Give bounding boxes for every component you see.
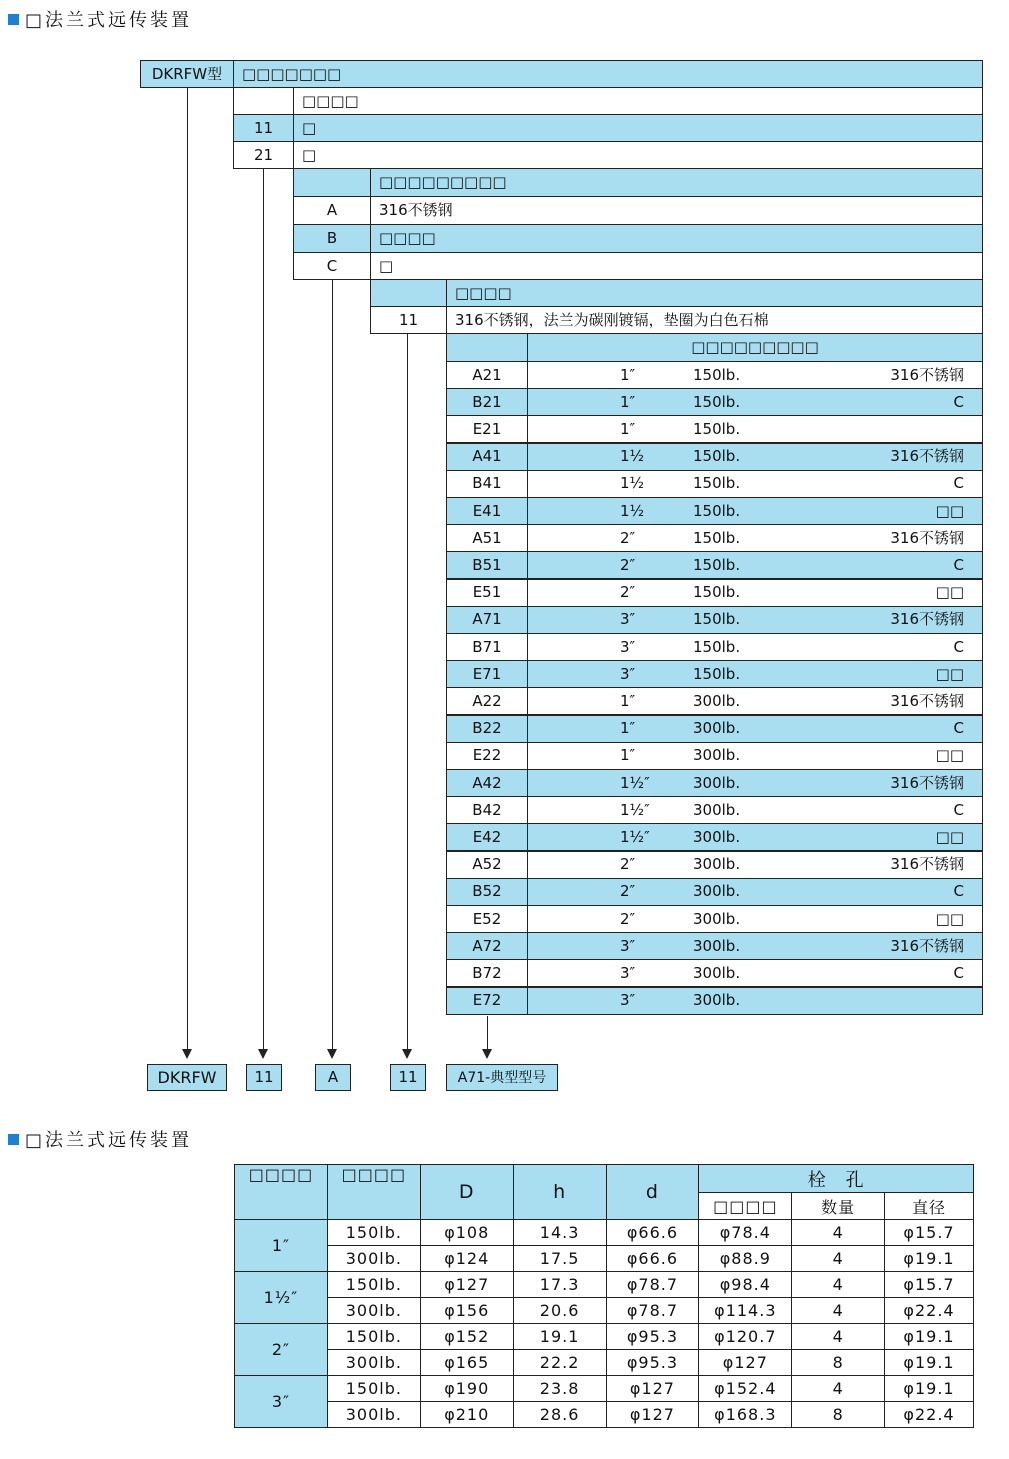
l2-desc: 316不锈钢 [370,196,983,225]
connector-line [187,88,188,1050]
outer-diameter-cell: φ127 [420,1272,513,1298]
variant-material: C [953,637,964,656]
table-row [235,1376,974,1402]
variant-size: 2″ [620,528,636,547]
thickness-cell: 14.3 [513,1220,606,1246]
variant-code: E72 [446,987,528,1015]
bolt-count-cell: 4 [792,1376,885,1402]
variant-spec [527,443,983,471]
header-hole-diameter: 直径 [885,1193,974,1220]
section-title-2: □法兰式远传装置 [8,1126,192,1150]
bolt-count-cell: 4 [792,1246,885,1272]
variant-pressure: 300lb. [693,746,741,765]
l1-code: 21 [233,141,294,169]
outer-diameter-cell: φ108 [420,1220,513,1246]
variant-size: 2″ [620,583,636,602]
variant-pressure: 150lb. [693,392,741,411]
size-cell: 2″ [235,1324,328,1376]
header-pressure: □□□□ [327,1165,420,1220]
variant-material: C [953,392,964,411]
variant-material: □□ [935,583,964,602]
variant-size: 3″ [620,664,636,683]
variant-material: 316不锈钢 [890,936,964,955]
bolt-circle-cell: φ78.4 [699,1220,792,1246]
face-diameter-cell: φ127 [606,1376,699,1402]
face-diameter-cell: φ95.3 [606,1350,699,1376]
variant-material: 316不锈钢 [890,365,964,384]
result-code: 11 [246,1064,282,1091]
variant-size: 1½ [620,447,645,466]
l3-code: 11 [370,306,447,334]
variant-code: A51 [446,524,528,552]
variant-spec [527,470,983,498]
variant-spec [527,715,983,743]
blue-square-icon [8,14,19,25]
thickness-cell: 28.6 [513,1402,606,1428]
bolt-count-cell: 4 [792,1220,885,1246]
variant-spec [527,551,983,579]
variant-spec [527,524,983,552]
header-d: d [606,1165,699,1220]
variant-code: E52 [446,905,528,933]
variant-code: A42 [446,769,528,797]
outer-diameter-cell: φ152 [420,1324,513,1350]
arrow-down-icon [482,1049,492,1059]
variant-spec [527,579,983,607]
variant-size: 1″ [620,719,636,738]
variant-size: 1½ [620,474,645,493]
variant-size: 3″ [620,963,636,982]
l2-header-code [293,168,371,197]
l4-header: □□□□□□□□□ [527,333,983,362]
variant-pressure: 300lb. [693,963,741,982]
arrow-down-icon [402,1049,412,1059]
section-title-1: □法兰式远传装置 [8,6,192,30]
variant-spec [527,633,983,661]
variant-code: A41 [446,443,528,471]
variant-code: A52 [446,851,528,879]
variant-code: B41 [446,470,528,498]
l1-desc: □ [293,114,983,142]
pressure-cell: 150lb. [327,1272,420,1298]
header-bolt-circle: □□□□ [699,1193,792,1220]
result-code: A [315,1064,351,1091]
pressure-cell: 150lb. [327,1376,420,1402]
thickness-cell: 19.1 [513,1324,606,1350]
variant-spec [527,851,983,879]
variant-code: B51 [446,551,528,579]
l2-code: B [293,224,371,253]
l4-header-code [446,333,528,362]
variant-pressure: 150lb. [693,528,741,547]
result-model: DKRFW [147,1064,227,1091]
variant-material: C [953,963,964,982]
variant-pressure: 150lb. [693,365,741,384]
size-cell: 1½″ [235,1272,328,1324]
variant-size: 2″ [620,882,636,901]
variant-code: A72 [446,932,528,960]
variant-size: 1½″ [620,800,650,819]
l2-header: □□□□□□□□□ [370,168,983,197]
variant-code: E51 [446,579,528,607]
hole-diameter-cell: φ15.7 [885,1220,974,1246]
variant-material: □□ [935,501,964,520]
table-row [235,1350,974,1376]
bolt-circle-cell: φ88.9 [699,1246,792,1272]
variant-spec [527,497,983,525]
pressure-cell: 300lb. [327,1402,420,1428]
variant-pressure: 150lb. [693,583,741,602]
variant-spec [527,361,983,389]
header-count: 数量 [792,1193,885,1220]
l3-desc: 316不锈钢，法兰为碳刚镀镉，垫圈为白色石棉 [446,306,983,334]
l3-header-code [370,279,447,307]
variant-spec [527,796,983,824]
table-row [235,1298,974,1324]
result-code: 11 [390,1064,426,1091]
variant-size: 1″ [620,746,636,765]
bolt-circle-cell: φ120.7 [699,1324,792,1350]
variant-spec [527,687,983,715]
size-cell: 1″ [235,1220,328,1272]
table-row [235,1220,974,1246]
variant-material: C [953,555,964,574]
hole-diameter-cell: φ19.1 [885,1246,974,1272]
hole-diameter-cell: φ19.1 [885,1376,974,1402]
variant-code: A71 [446,606,528,634]
arrow-down-icon [182,1049,192,1059]
outer-diameter-cell: φ165 [420,1350,513,1376]
variant-code: E41 [446,497,528,525]
variant-size: 1″ [620,419,636,438]
variant-spec [527,606,983,634]
variant-size: 1½″ [620,773,650,792]
variant-spec [527,823,983,851]
variant-code: E42 [446,823,528,851]
variant-material: □□ [935,909,964,928]
variant-pressure: 300lb. [693,909,741,928]
variant-material: C [953,800,964,819]
variant-code: A22 [446,687,528,715]
variant-pressure: 150lb. [693,555,741,574]
thickness-cell: 20.6 [513,1298,606,1324]
outer-diameter-cell: φ190 [420,1376,513,1402]
variant-material: 316不锈钢 [890,528,964,547]
connector-line [407,334,408,1050]
table-row [235,1246,974,1272]
l3-header: □□□□ [446,279,983,307]
variant-material: 316不锈钢 [890,610,964,629]
variant-spec [527,987,983,1015]
variant-spec [527,959,983,987]
variant-spec [527,742,983,770]
face-diameter-cell: φ95.3 [606,1324,699,1350]
variant-size: 2″ [620,909,636,928]
thickness-cell: 23.8 [513,1376,606,1402]
variant-pressure: 150lb. [693,664,741,683]
variant-spec [527,769,983,797]
variant-pressure: 150lb. [693,501,741,520]
variant-material: □□ [935,746,964,765]
hole-diameter-cell: φ15.7 [885,1272,974,1298]
l2-code: A [293,196,371,225]
size-cell: 3″ [235,1376,328,1428]
variant-size: 1″ [620,691,636,710]
connector-line [263,169,264,1050]
variant-material: □□ [935,664,964,683]
pressure-cell: 300lb. [327,1246,420,1272]
variant-pressure: 150lb. [693,419,741,438]
variant-material: □□ [935,827,964,846]
bolt-circle-cell: φ168.3 [699,1402,792,1428]
variant-pressure: 150lb. [693,637,741,656]
l1-header-code [233,87,294,115]
variant-material: 316不锈钢 [890,855,964,874]
variant-pressure: 300lb. [693,691,741,710]
variant-spec [527,905,983,933]
table-row [235,1402,974,1428]
variant-size: 3″ [620,936,636,955]
header-D: D [420,1165,513,1220]
bolt-count-cell: 4 [792,1324,885,1350]
variant-pressure: 300lb. [693,936,741,955]
variant-code: B71 [446,633,528,661]
variant-size: 2″ [620,555,636,574]
outer-diameter-cell: φ156 [420,1298,513,1324]
variant-size: 3″ [620,610,636,629]
variant-material: C [953,719,964,738]
l1-desc: □ [293,141,983,169]
bolt-circle-cell: φ152.4 [699,1376,792,1402]
variant-pressure: 300lb. [693,855,741,874]
dimensions-table [234,1164,974,1428]
variant-material: C [953,474,964,493]
variant-size: 1½″ [620,827,650,846]
variant-code: E21 [446,415,528,443]
bolt-count-cell: 4 [792,1272,885,1298]
bolt-count-cell: 8 [792,1402,885,1428]
header-size: □□□□ [235,1165,328,1220]
variant-code: E22 [446,742,528,770]
variant-material: 316不锈钢 [890,691,964,710]
variant-material: 316不锈钢 [890,773,964,792]
variant-code: B52 [446,878,528,906]
l1-header: □□□□ [293,87,983,115]
bolt-circle-cell: φ98.4 [699,1272,792,1298]
variant-code: A21 [446,361,528,389]
pressure-cell: 150lb. [327,1220,420,1246]
variant-size: 3″ [620,991,636,1010]
variant-size: 3″ [620,637,636,656]
l1-code: 11 [233,114,294,142]
result-typical: A71-典型型号 [446,1064,558,1091]
variant-pressure: 150lb. [693,610,741,629]
variant-code: B21 [446,388,528,416]
face-diameter-cell: φ78.7 [606,1298,699,1324]
variant-pressure: 150lb. [693,447,741,466]
hole-diameter-cell: φ22.4 [885,1298,974,1324]
variant-spec [527,388,983,416]
l2-code: C [293,252,371,280]
thickness-cell: 17.5 [513,1246,606,1272]
pressure-cell: 150lb. [327,1324,420,1350]
face-diameter-cell: φ66.6 [606,1220,699,1246]
hole-diameter-cell: φ22.4 [885,1402,974,1428]
thickness-cell: 22.2 [513,1350,606,1376]
pressure-cell: 300lb. [327,1298,420,1324]
variant-pressure: 300lb. [693,827,741,846]
variant-spec [527,932,983,960]
outer-diameter-cell: φ210 [420,1402,513,1428]
variant-spec [527,415,983,443]
variant-material: 316不锈钢 [890,447,964,466]
face-diameter-cell: φ127 [606,1402,699,1428]
header-bolt-holes: 栓 孔 [699,1165,974,1193]
hole-diameter-cell: φ19.1 [885,1350,974,1376]
variant-code: B72 [446,959,528,987]
variant-spec [527,878,983,906]
variant-pressure: 300lb. [693,882,741,901]
variant-size: 1″ [620,392,636,411]
variant-spec [527,660,983,688]
connector-line [332,280,333,1050]
variant-pressure: 150lb. [693,474,741,493]
variant-pressure: 300lb. [693,773,741,792]
outer-diameter-cell: φ124 [420,1246,513,1272]
arrow-down-icon [258,1049,268,1059]
variant-size: 2″ [620,855,636,874]
hole-diameter-cell: φ19.1 [885,1324,974,1350]
dimensions-body [235,1220,974,1428]
bolt-count-cell: 4 [792,1298,885,1324]
variant-pressure: 300lb. [693,719,741,738]
variant-code: B22 [446,715,528,743]
variant-code: B42 [446,796,528,824]
model-desc: □□□□□□□ [233,60,983,88]
arrow-down-icon [327,1049,337,1059]
variant-material: C [953,882,964,901]
connector-line [487,1016,488,1050]
face-diameter-cell: φ66.6 [606,1246,699,1272]
blue-square-icon [8,1134,19,1145]
variant-code: E71 [446,660,528,688]
bolt-count-cell: 8 [792,1350,885,1376]
variant-pressure: 300lb. [693,800,741,819]
table-row [235,1272,974,1298]
l2-desc: □□□□ [370,224,983,253]
variant-size: 1″ [620,365,636,384]
table-row [235,1324,974,1350]
pressure-cell: 300lb. [327,1350,420,1376]
l2-desc: □ [370,252,983,280]
thickness-cell: 17.3 [513,1272,606,1298]
variant-size: 1½ [620,501,645,520]
bolt-circle-cell: φ114.3 [699,1298,792,1324]
model-label: DKRFW型 [140,60,234,88]
variant-pressure: 300lb. [693,991,741,1010]
bolt-circle-cell: φ127 [699,1350,792,1376]
face-diameter-cell: φ78.7 [606,1272,699,1298]
header-h: h [513,1165,606,1220]
